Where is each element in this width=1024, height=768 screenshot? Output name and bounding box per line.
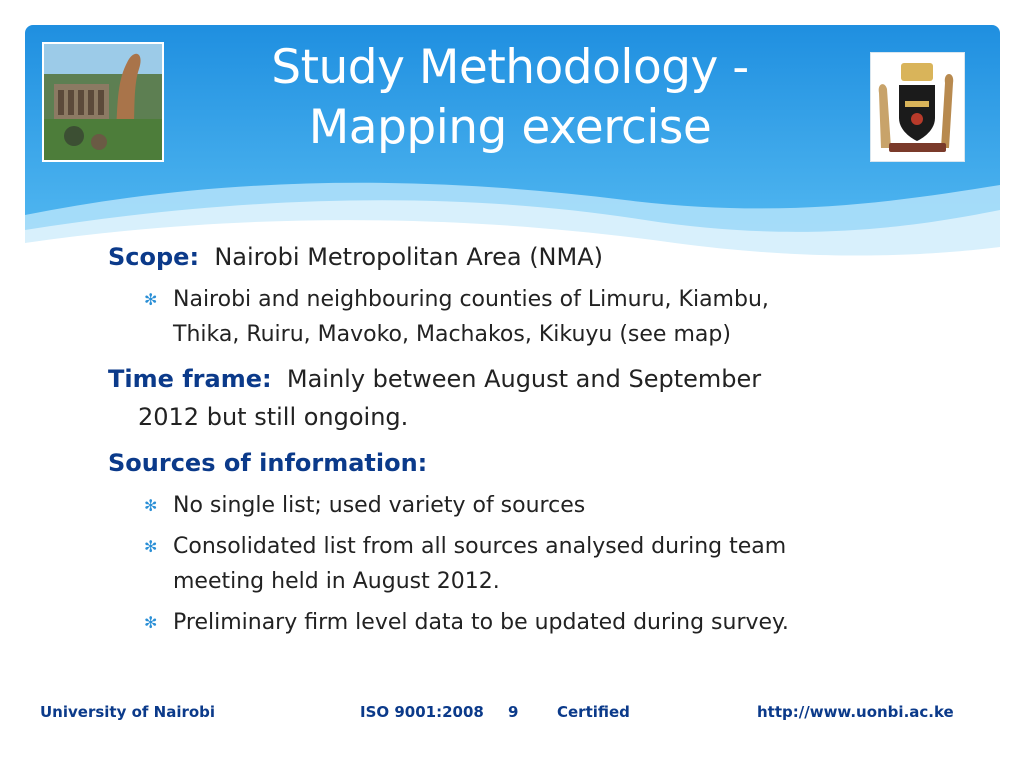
footer-certified: Certified: [557, 703, 630, 721]
time-frame-paragraph: [108, 360, 928, 436]
snowflake-bullet-icon: ✻: [144, 290, 158, 309]
scope-bullet-line2: Thika, Ruiru, Mavoko, Machakos, Kikuyu (see map): [173, 322, 731, 347]
time-frame-label: Time frame:: [108, 365, 272, 393]
sources-label: Sources of information:: [108, 449, 428, 477]
slide-title: [180, 38, 840, 158]
time-frame-line2: 2012 but still ongoing.: [138, 403, 409, 431]
slide-footer: [0, 703, 1024, 723]
scope-label: Scope:: [108, 243, 200, 271]
scope-text: Nairobi Metropolitan Area (NMA): [214, 243, 603, 271]
snowflake-bullet-icon: ✻: [144, 613, 158, 632]
footer-iso: ISO 9001:2008: [360, 703, 484, 721]
scope-paragraph: [108, 238, 928, 276]
campus-photo: [42, 42, 164, 162]
slide-title-line2: Mapping exercise: [308, 100, 712, 155]
sources-paragraph: [108, 444, 928, 482]
sources-bullet-2-line1: Consolidated list from all sources analysed during team: [173, 534, 787, 559]
scope-bullet-line1: Nairobi and neighbouring counties of Limuru, Kiambu,: [173, 287, 769, 312]
snowflake-bullet-icon: ✻: [144, 537, 158, 556]
scope-bullet: [108, 282, 928, 352]
university-crest-logo: [870, 52, 965, 162]
sources-bullet-2: [108, 529, 928, 599]
sources-bullet-2-line2: meeting held in August 2012.: [173, 569, 500, 594]
footer-url-link[interactable]: http://www.uonbi.ac.ke: [757, 703, 954, 721]
footer-org: University of Nairobi: [40, 703, 216, 721]
sources-bullet-3: [108, 605, 928, 640]
time-frame-line1: Mainly between August and September: [286, 365, 762, 393]
footer-page-number: 9: [508, 703, 519, 721]
sources-bullet-1: [108, 488, 928, 523]
snowflake-bullet-icon: ✻: [144, 496, 158, 515]
slide-body: [108, 238, 928, 646]
slide-title-line1: Study Methodology -: [271, 40, 749, 95]
sources-bullet-3-line1: Preliminary firm level data to be updated during survey.: [173, 610, 789, 635]
sources-bullet-1-line1: No single list; used variety of sources: [173, 493, 586, 518]
